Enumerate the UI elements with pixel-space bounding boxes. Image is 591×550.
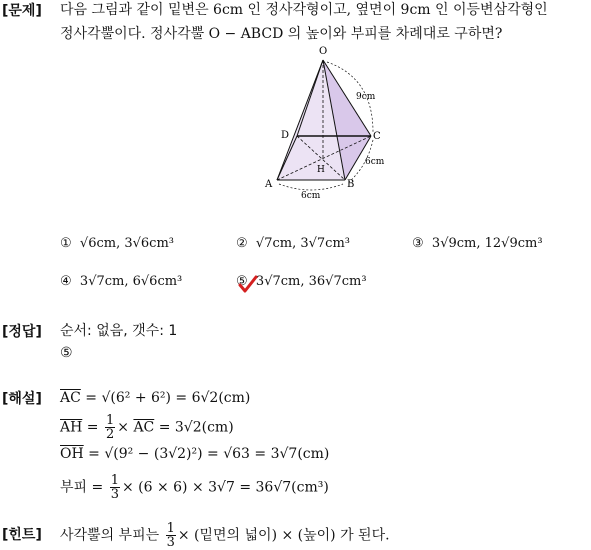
problem-label: [문제] — [2, 3, 42, 19]
vertex-h-label: H — [317, 165, 325, 175]
solution-line-4: 부피 = $\frac{1}{3}$ × (6 × 6) × 3√7 = 36√7(cm³) — [60, 473, 329, 502]
solution-line-1: $\overline{AC} = √(6^2 + 6^2) = 6√2(cm)$ — [60, 390, 251, 406]
vertex-o-label: O — [319, 46, 328, 57]
hint-label: [힌트] — [2, 527, 42, 543]
answer-label: [정답] — [2, 324, 42, 340]
solution-line-3: $\overline{OH} = √(9^2 - (3√2)^2) = √63 = 3√7(cm)$ — [60, 446, 330, 462]
vertex-d-label: D — [281, 130, 290, 141]
choice-4[interactable]: ④ 3√7cm, 6√6cm³ — [60, 274, 183, 289]
base-length-label: 6cm — [301, 191, 321, 201]
answer-value: ⑤ — [60, 345, 73, 361]
hint-text: 사각뿔의 부피는 $\frac{1}{3}$ × (밑면의 넓이) × (높이) 가 된다. — [60, 521, 390, 550]
answer-meta: 순서: 없음, 갯수: 1 — [60, 323, 178, 339]
vertex-b-label: B — [347, 179, 355, 190]
vertex-c-label: C — [373, 131, 381, 142]
vertex-a-label: A — [265, 179, 273, 190]
choice-5[interactable]: ⑤ 3√7cm, 36√7cm³ — [236, 274, 367, 289]
solution-line-2: $\overline{AH}$ = $\frac{1}{2}$ × $\overline{AC} = 3√2(cm)$ — [60, 413, 234, 442]
solution-label: [해설] — [2, 391, 42, 407]
side-length-label: 6cm — [365, 157, 385, 167]
choice-3[interactable]: ③ 3√9cm, 12√9cm³ — [412, 236, 543, 251]
edge-length-label: 9cm — [356, 92, 376, 102]
checkmark-icon — [238, 275, 258, 293]
pyramid-figure — [255, 42, 395, 202]
problem-line-2: 정사각뿔이다. 정사각뿔 O − ABCD 의 높이와 부피를 차례대로 구하면? — [60, 26, 503, 42]
problem-line-1: 다음 그림과 같이 밑변은 6cm 인 정사각형이고, 옆면이 9cm 인 이등변삼각형인 — [60, 2, 548, 18]
choice-1[interactable]: ① √6cm, 3√6cm³ — [60, 236, 174, 251]
choice-2[interactable]: ② √7cm, 3√7cm³ — [236, 236, 350, 251]
